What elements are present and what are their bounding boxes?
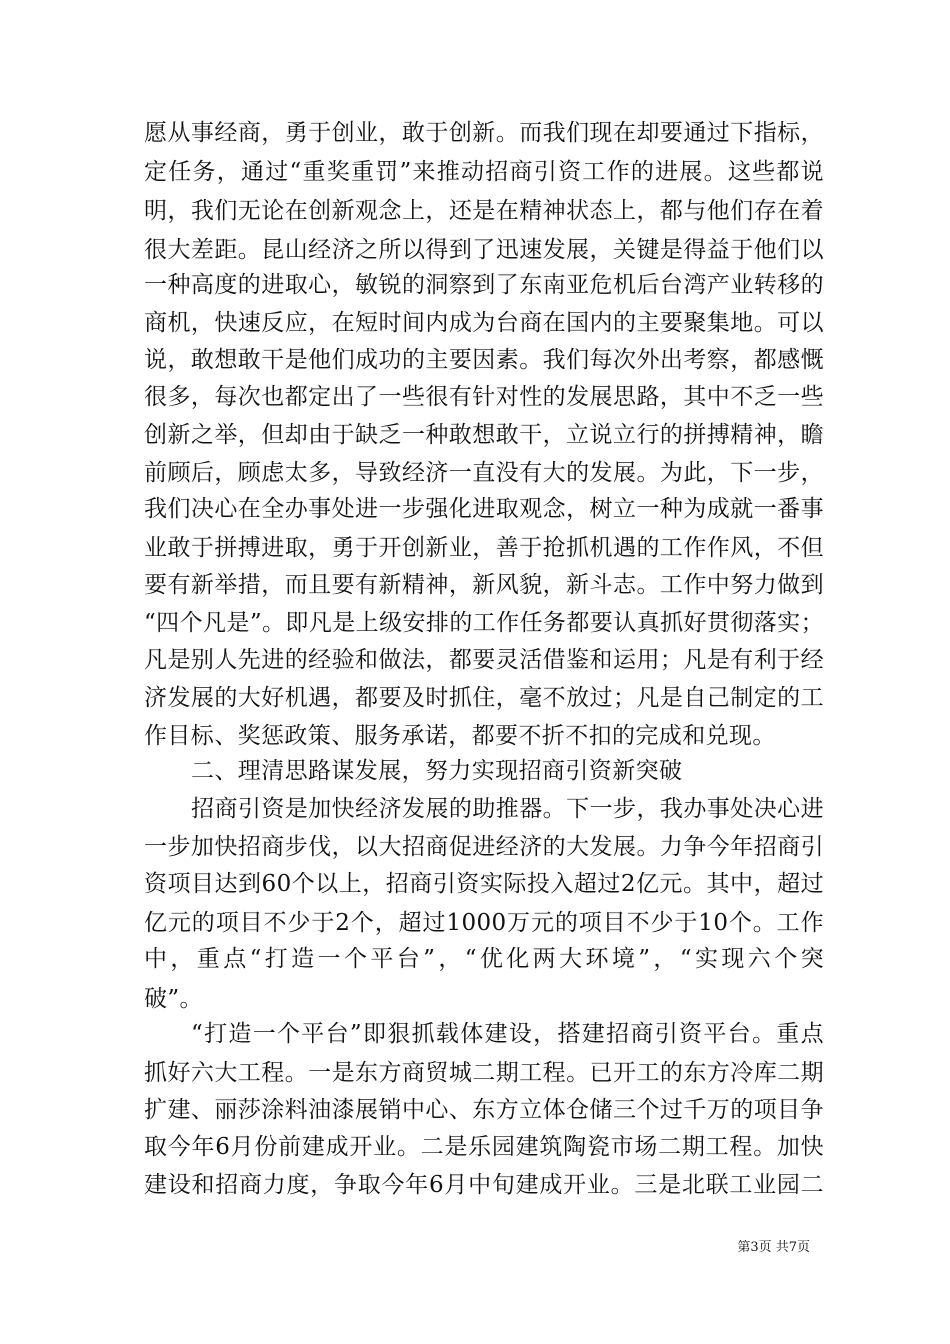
text-line: 扩建、丽莎涂料油漆展销中心、东方立体仓储三个过千万的项目争 xyxy=(144,1097,824,1123)
text-line: 愿从事经商，勇于创业，敢于创新。而我们现在却要通过下指标， xyxy=(144,120,824,146)
text-line: 抓好六大工程。一是东方商贸城二期工程。已开工的东方冷库二期 xyxy=(144,1060,824,1086)
text-line: “四个凡是”。即凡是上级安排的工作任务都要认真抓好贯彻落实； xyxy=(144,610,824,636)
text-line: 一种高度的进取心，敏锐的洞察到了东南亚危机后台湾产业转移的 xyxy=(144,272,824,298)
text-line: 要有新举措，而且要有新精神，新风貌，新斗志。工作中努力做到 xyxy=(144,572,824,598)
text-line: 很大差距。昆山经济之所以得到了迅速发展，关键是得益于他们以 xyxy=(144,237,824,263)
text-line: 一步加快招商步伐，以大招商促进经济的大发展。力争今年招商引 xyxy=(144,834,824,860)
text-line: 我们决心在全办事处进一步强化进取观念，树立一种为成就一番事 xyxy=(144,496,824,522)
text-line: 作目标、奖惩政策、服务承诺，都要不折不扣的完成和兑现。 xyxy=(144,723,776,749)
text-line: 明，我们无论在创新观念上，还是在精神状态上，都与他们存在着 xyxy=(144,198,824,224)
text-line: 定任务，通过“重奖重罚”来推动招商引资工作的进展。这些都说 xyxy=(144,159,824,185)
text-line: 商机，快速反应，在短时间内成为台商在国内的主要聚集地。可以 xyxy=(144,310,824,336)
text-line: 建设和招商力度，争取今年6月中旬建成开业。三是北联工业园二 xyxy=(144,1172,824,1198)
text-line: 前顾后，顾虑太多，导致经济一直没有大的发展。为此，下一步， xyxy=(144,460,824,486)
section-heading: 二、理清思路谋发展，努力实现招商引资新突破 xyxy=(191,758,683,784)
text-line: 招商引资是加快经济发展的助推器。下一步，我办事处决心进 xyxy=(191,796,824,822)
text-line: 创新之举，但却由于缺乏一种敢想敢干，立说立行的拼搏精神，瞻 xyxy=(144,422,824,448)
text-line: 说，敢想敢干是他们成功的主要因素。我们每次外出考察，都感慨 xyxy=(144,347,824,373)
text-line: 破”。 xyxy=(144,986,203,1012)
text-line: 取今年6月份前建成开业。二是乐园建筑陶瓷市场二期工程。加快 xyxy=(144,1134,824,1160)
text-line: 很多，每次也都定出了一些很有针对性的发展思路，其中不乏一些 xyxy=(144,384,824,410)
text-line: 凡是别人先进的经验和做法，都要灵活借鉴和运用；凡是有利于经 xyxy=(144,647,824,673)
text-line: 业敢于拼搏进取，勇于开创新业，善于抢抓机遇的工作作风，不但 xyxy=(144,535,824,561)
text-line: 济发展的大好机遇，都要及时抓住，毫不放过；凡是自己制定的工 xyxy=(144,685,824,711)
text-line: “打造一个平台”即狠抓载体建设，搭建招商引资平台。重点 xyxy=(191,1021,824,1047)
text-line: 亿元的项目不少于2个，超过1000万元的项目不少于10个。工作 xyxy=(144,910,824,936)
text-line: 中，重点“打造一个平台”，“优化两大环境”，“实现六个突 xyxy=(144,946,824,972)
text-line: 资项目达到60个以上，招商引资实际投入超过2亿元。其中，超过 xyxy=(144,871,824,897)
page-number: 第3页 共7页 xyxy=(737,1240,810,1255)
